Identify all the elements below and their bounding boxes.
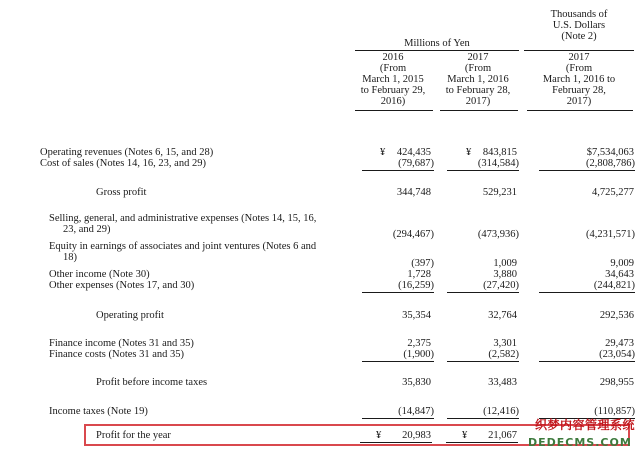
- value-2017: [447, 158, 519, 171]
- yen-header-rule: [355, 50, 519, 51]
- value-2016: 20,983: [402, 430, 431, 441]
- value-2016: 2,375: [407, 338, 431, 349]
- header-2017-line: to February 28,: [445, 85, 511, 96]
- value-usd: [539, 280, 635, 293]
- value-usd: [539, 158, 635, 171]
- value-2017: (473,936): [477, 229, 519, 240]
- header-2016-line: March 1, 2015: [362, 74, 424, 85]
- header-usd-line: March 1, 2016 to: [542, 74, 616, 85]
- value-2017: 3,301: [493, 338, 517, 349]
- header-2017-line: 2017): [465, 96, 491, 107]
- value-2016: [362, 158, 434, 171]
- row-label: Finance costs (Notes 31 and 35): [49, 349, 185, 360]
- double-rule-2016: [360, 442, 432, 443]
- yen-symbol: ¥: [380, 147, 386, 158]
- value-2017: 3,880: [493, 269, 517, 280]
- usd-header-line: (Note 2): [561, 31, 597, 42]
- value-2017: 529,231: [482, 187, 517, 198]
- value-usd-text: (110,857): [539, 406, 635, 419]
- value-2016: (294,467): [392, 229, 434, 240]
- header-usd-line: 2017): [566, 96, 592, 107]
- yen-symbol: ¥: [462, 430, 468, 441]
- value-2016: (397): [411, 258, 434, 269]
- header-2016-line: to February 29,: [360, 85, 426, 96]
- yen-symbol: ¥: [376, 430, 382, 441]
- row-label: Operating revenues (Notes 6, 15, and 28): [40, 147, 214, 158]
- value-usd-text: (2,808,786): [539, 158, 635, 171]
- row-label-line: 23, and 29): [63, 224, 111, 235]
- watermark-en: DEDECMS.COM: [528, 436, 632, 449]
- row-label: Gross profit: [96, 187, 147, 198]
- row-label: Cost of sales (Notes 14, 16, 23, and 29): [40, 158, 206, 169]
- header-2016-rule: [355, 110, 433, 111]
- value-2016-text: (14,847): [362, 406, 434, 419]
- value-usd: 292,536: [599, 310, 634, 321]
- yen-symbol: ¥: [466, 147, 472, 158]
- header-2017-line: 2017: [467, 52, 489, 63]
- value-2016-text: (1,900): [362, 349, 434, 362]
- value-2016: [362, 280, 434, 293]
- header-2016-line: 2016): [380, 96, 406, 107]
- watermark-cn: 织梦内容管理系统: [535, 418, 636, 432]
- value-2016: 424,435: [396, 147, 431, 158]
- row-label: [49, 213, 316, 235]
- value-2016: 344,748: [396, 187, 431, 198]
- header-2016-line: 2016: [382, 52, 404, 63]
- usd-header-rule: [524, 50, 634, 51]
- value-2017: 1,009: [493, 258, 517, 269]
- value-usd-text: (244,821): [539, 280, 635, 293]
- value-2016-text: (79,687): [362, 158, 434, 171]
- row-label: Other income (Note 30): [49, 269, 150, 280]
- header-2017-rule: [440, 110, 518, 111]
- value-usd: $7,534,063: [586, 147, 634, 158]
- value-2016: 35,830: [402, 377, 431, 388]
- value-2017: 32,764: [488, 310, 517, 321]
- value-2017-text: (2,582): [447, 349, 519, 362]
- value-2017: 21,067: [488, 430, 517, 441]
- header-usd-line: (From: [565, 63, 593, 74]
- header-2016-line: (From: [379, 63, 407, 74]
- value-usd: 4,725,277: [592, 187, 634, 198]
- row-label-line: Selling, general, and administrative expenses (Notes 14, 15, 16,: [49, 213, 317, 224]
- value-2016: [362, 349, 434, 362]
- row-label-line: 18): [63, 252, 77, 263]
- value-2017: 33,483: [488, 377, 517, 388]
- value-2016-text: (16,259): [362, 280, 434, 293]
- header-2017-line: March 1, 2016: [447, 74, 509, 85]
- header-2017: [437, 52, 519, 107]
- value-usd: [539, 349, 635, 362]
- header-usd-2017: [522, 52, 636, 107]
- value-2017: 843,815: [482, 147, 517, 158]
- value-usd: 298,955: [599, 377, 634, 388]
- header-usd-line: February 28,: [552, 85, 606, 96]
- header-2017-line: (From: [464, 63, 492, 74]
- yen-header-title: Millions of Yen: [404, 38, 470, 49]
- value-usd: 9,009: [610, 258, 634, 269]
- value-2017: [447, 349, 519, 362]
- row-label: Operating profit: [96, 310, 164, 321]
- value-2016: 1,728: [407, 269, 431, 280]
- value-2017: [447, 280, 519, 293]
- usd-header-title: [524, 9, 634, 42]
- row-label: Income taxes (Note 19): [49, 406, 148, 417]
- double-rule-2017: [446, 442, 518, 443]
- value-2017-text: (27,420): [447, 280, 519, 293]
- value-2016: 35,354: [402, 310, 431, 321]
- header-2016: [352, 52, 434, 107]
- value-2016: [362, 406, 434, 419]
- value-2017: [447, 406, 519, 419]
- value-usd-text: (23,054): [539, 349, 635, 362]
- value-2017-text: (314,584): [447, 158, 519, 171]
- row-label-line: Equity in earnings of associates and joint ventures (Notes 6 and: [49, 241, 317, 252]
- row-label: Profit for the year: [96, 430, 171, 441]
- value-usd: (4,231,571): [586, 229, 635, 240]
- header-usd-rule: [527, 110, 633, 111]
- row-label: Profit before income taxes: [96, 377, 208, 388]
- row-label: Finance income (Notes 31 and 35): [49, 338, 194, 349]
- value-usd: 34,643: [605, 269, 634, 280]
- usd-header-line: Thousands of: [550, 9, 608, 20]
- usd-header-line: U.S. Dollars: [552, 20, 606, 31]
- header-usd-line: 2017: [568, 52, 590, 63]
- row-label: [49, 241, 316, 263]
- row-label: Other expenses (Notes 17, and 30): [49, 280, 195, 291]
- value-2017-text: (12,416): [447, 406, 519, 419]
- value-usd: 29,473: [605, 338, 634, 349]
